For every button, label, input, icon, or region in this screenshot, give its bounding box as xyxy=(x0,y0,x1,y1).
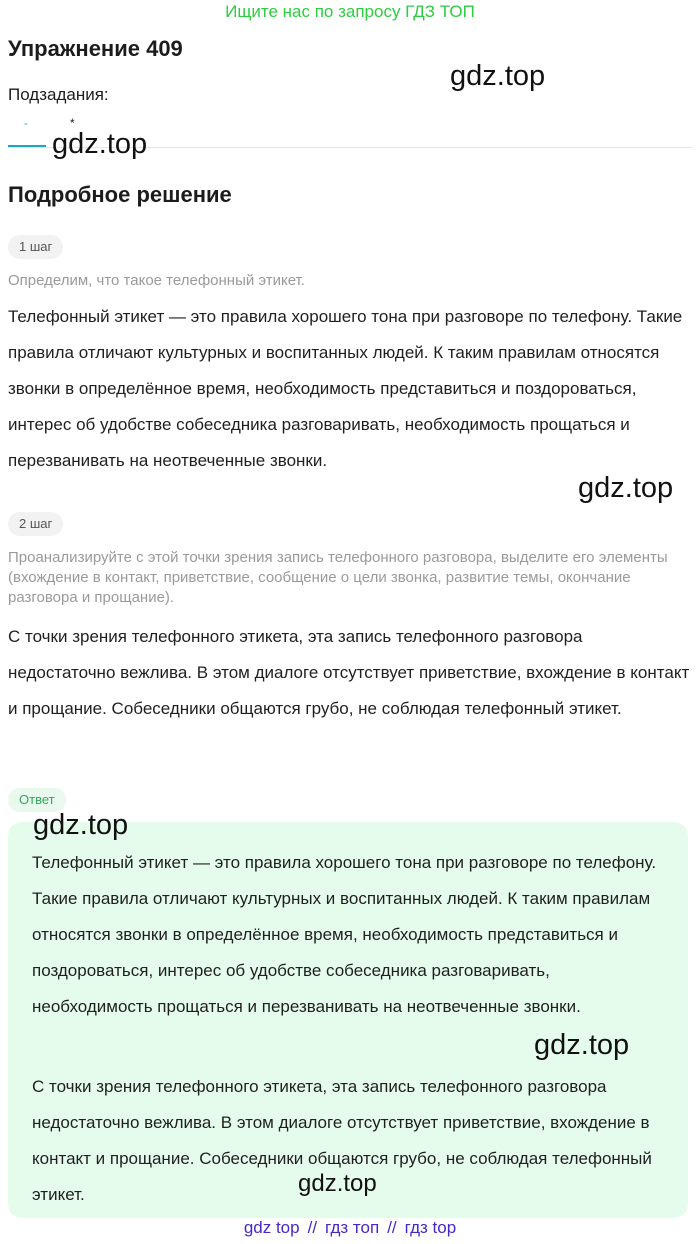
watermark: gdz.top xyxy=(33,809,129,841)
watermark: gdz.top xyxy=(534,1029,630,1061)
step-2-question: Проанализируйте с этой точки зрения запись телефонного разговора, выделите его элементы (вхождение в контакт, приветствие, сообщение о цели звонка, развитие темы, окончание разговора и прощание). xyxy=(8,549,668,606)
solution-heading: Подробное решение xyxy=(8,182,232,207)
answer-badge: Ответ xyxy=(8,788,66,812)
watermark: gdz.top xyxy=(52,128,148,160)
subtasks-label: Подзадания: xyxy=(8,85,109,104)
footer-separator: // xyxy=(387,1218,397,1237)
subtask-tab[interactable] xyxy=(8,118,46,150)
footer-link-1[interactable]: gdz top xyxy=(243,1218,300,1237)
watermark: gdz.top xyxy=(578,472,674,504)
step-1-question: Определим, что такое телефонный этикет. xyxy=(8,272,305,289)
subtask-star[interactable]: * xyxy=(70,116,75,130)
footer-links xyxy=(0,1218,700,1238)
step-2-badge: 2 шаг xyxy=(8,512,63,536)
answer-paragraph-1: Телефонный этикет — это правила хорошего тона при разговоре по телефону. Такие правила отличают культурных и воспитанных людей. К таким правилам относятся звонки в определённое время, необходимость представиться и поздороваться, интерес об удобстве собеседника разговаривать, необходимость прощаться и перезванивать на неотвеченные звонки. xyxy=(32,853,657,1016)
footer-separator: // xyxy=(307,1218,318,1237)
step-1-badge: 1 шаг xyxy=(8,235,63,259)
footer-link-2[interactable]: гдз топ xyxy=(325,1218,380,1237)
page-title: Упражнение 409 xyxy=(8,36,183,61)
step-1-answer: Телефонный этикет — это правила хорошего тона при разговоре по телефону. Такие правила отличают культурных и воспитанных людей. К таким правилам относятся звонки в определённое время, необходимость представиться и поздороваться, интерес об удобстве собеседника разговаривать, необходимость прощаться и перезванивать на неотвеченные звонки. xyxy=(8,307,683,470)
watermark: gdz.top xyxy=(298,1170,377,1197)
subtask-tab-label: - xyxy=(24,118,28,130)
step-2-answer: С точки зрения телефонного этикета, эта запись телефонного разговора недостаточно вежлива. В этом диалоге отсутствует приветствие, вхождение в контакт и прощание. Собеседники общаются грубо, не соблюдая телефонный этикет. xyxy=(8,627,690,718)
footer-link-3[interactable]: гдз top xyxy=(404,1218,457,1237)
answer-paragraph-2: С точки зрения телефонного этикета, эта запись телефонного разговора недостаточно вежлива. В этом диалоге отсутствует приветствие, вхождение в контакт и прощание. Собеседники общаются грубо, не соблюдая телефонный этикет. xyxy=(32,1077,652,1204)
top-banner: Ищите нас по запросу ГДЗ ТОП xyxy=(225,2,475,21)
watermark: gdz.top xyxy=(450,60,546,92)
